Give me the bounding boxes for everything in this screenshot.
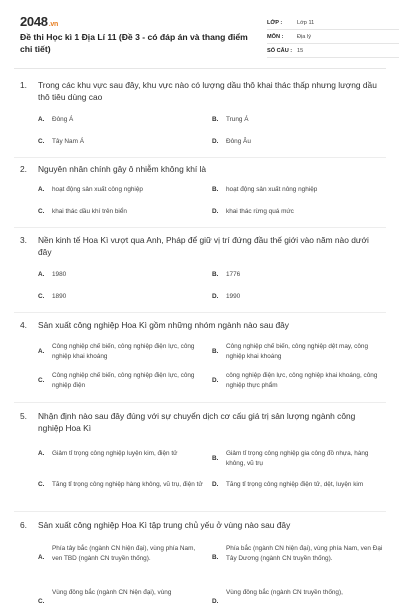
- option-c[interactable]: [38, 207, 198, 217]
- question-number: 1.: [20, 80, 27, 90]
- option-d[interactable]: [212, 588, 384, 607]
- question-1: [14, 80, 386, 158]
- option-b[interactable]: [212, 449, 384, 468]
- meta-value: Lớp 11: [297, 19, 315, 26]
- option-d[interactable]: [212, 137, 382, 147]
- question-number: 3.: [20, 235, 27, 245]
- question-number: 2.: [20, 164, 27, 174]
- option-letter: C.: [38, 598, 45, 605]
- option-c[interactable]: [38, 292, 198, 302]
- meta-label: LỚP :: [267, 19, 283, 26]
- option-letter: C.: [38, 293, 45, 300]
- option-letter: B.: [212, 454, 219, 462]
- option-text: Tăng tỉ trọng công nghiệp điện tử, dệt, luyện kim: [226, 481, 364, 488]
- option-text: 1890: [52, 293, 67, 300]
- option-text: Vùng đông bắc (ngành CN hiện đại), vùng: [52, 589, 172, 596]
- option-letter: A.: [38, 347, 45, 355]
- meta-row-class: [267, 16, 399, 30]
- option-text: Vùng đông bắc (ngành CN truyền thống),: [226, 589, 343, 596]
- option-letter: B.: [212, 186, 219, 193]
- meta-value: Địa lý: [297, 33, 311, 40]
- question-text: [20, 520, 378, 532]
- question-6: [14, 520, 386, 610]
- question-body: Nguyên nhân chính gây ô nhiễm không khí là: [38, 164, 207, 174]
- question-body: Nền kinh tế Hoa Kì vượt qua Anh, Pháp để giữ vị trí đứng đầu thế giới vào năm nào dưới đây: [38, 235, 369, 257]
- question-body: Trong các khu vực sau đây, khu vực nào có lượng dầu thô khai thác thấp nhưng lượng dầu thô tiêu dùng cao: [38, 80, 377, 102]
- question-number: 4.: [20, 320, 27, 330]
- option-c[interactable]: [38, 480, 206, 490]
- question-body: Sản xuất công nghiệp Hoa Kì tập trung chủ yếu ở vùng nào sau đây: [38, 520, 291, 530]
- option-b[interactable]: [212, 544, 384, 563]
- question-text: [20, 411, 378, 434]
- option-letter: D.: [212, 293, 219, 300]
- option-a[interactable]: [38, 115, 198, 125]
- option-text: 1776: [226, 271, 241, 278]
- exam-title: Đề thi Học kì 1 Địa Lí 11 (Đề 3 - có đáp án và thang điểm chi tiết): [20, 32, 248, 54]
- option-b[interactable]: [212, 342, 384, 361]
- option-c[interactable]: [38, 588, 206, 607]
- option-text: 1990: [226, 293, 241, 300]
- question-text: [20, 320, 378, 332]
- option-text: Đông Âu: [226, 138, 251, 145]
- option-letter: B.: [212, 116, 219, 123]
- option-letter: A.: [38, 186, 45, 193]
- option-letter: C.: [38, 376, 45, 384]
- option-text: công nghiệp điện lực, công nghiệp khai khoáng, công nghiệp thực phẩm: [226, 372, 378, 389]
- option-a[interactable]: [38, 544, 206, 563]
- question-text: [20, 80, 378, 103]
- question-body: Sản xuất công nghiệp Hoa Kì gồm những nhóm ngành nào sau đây: [38, 320, 289, 330]
- option-d[interactable]: [212, 292, 382, 302]
- question-4: [14, 320, 386, 403]
- option-text: hoạt động sản xuất công nghiệp: [52, 186, 143, 193]
- option-b[interactable]: [212, 185, 382, 195]
- question-divider: [14, 402, 386, 403]
- option-letter: D.: [212, 481, 219, 488]
- option-letter: B.: [212, 271, 219, 278]
- option-text: Công nghiệp chế biến, công nghiệp dệt may, công nghiệp khai khoáng: [226, 343, 368, 360]
- logo-text: 2048: [20, 14, 48, 29]
- option-text: 1980: [52, 271, 67, 278]
- question-2: [14, 164, 386, 228]
- option-a[interactable]: [38, 270, 198, 280]
- question-divider: [14, 227, 386, 228]
- option-letter: A.: [38, 271, 45, 278]
- question-body: Nhận định nào sau đây đúng với sự chuyển dịch cơ cấu giá trị sản lượng ngành công nghiệp Hoa Kì: [38, 411, 356, 433]
- option-text: Tây Nam Á: [52, 138, 84, 145]
- option-text: Phía tây bắc (ngành CN hiện đại), vùng phía Nam, ven TBD (ngành CN truyền thống).: [52, 545, 196, 562]
- meta-row-count: [267, 44, 399, 58]
- option-letter: B.: [212, 347, 219, 355]
- question-text: [20, 164, 378, 176]
- meta-row-subject: [267, 30, 399, 44]
- option-b[interactable]: [212, 115, 382, 125]
- site-logo[interactable]: [20, 14, 58, 29]
- option-text: Công nghiệp chế biến, công nghiệp điện lực, công nghiệp điện: [52, 372, 195, 389]
- exam-meta-table: [267, 16, 399, 58]
- meta-label: MÔN :: [267, 33, 284, 40]
- option-b[interactable]: [212, 270, 382, 280]
- option-letter: A.: [38, 450, 45, 457]
- option-text: khai thác dầu khí trên biển: [52, 208, 127, 215]
- question-number: 5.: [20, 411, 27, 421]
- logo-suffix: .vn: [48, 21, 58, 28]
- option-letter: C.: [38, 138, 45, 145]
- option-letter: D.: [212, 208, 219, 215]
- option-a[interactable]: [38, 185, 198, 195]
- meta-label: SỐ CÂU :: [267, 47, 293, 54]
- option-d[interactable]: [212, 480, 384, 490]
- question-divider: [14, 312, 386, 313]
- option-text: Tăng tỉ trọng công nghiệp hàng không, vũ trụ, điện tử: [52, 481, 203, 488]
- option-a[interactable]: [38, 449, 206, 459]
- option-text: Trung Á: [226, 116, 249, 123]
- option-text: Đông Á: [52, 116, 74, 123]
- option-text: Giảm tỉ trọng công nghiệp luyện kim, điện tử: [52, 450, 178, 457]
- meta-value: 15: [297, 47, 304, 54]
- option-c[interactable]: [38, 137, 198, 147]
- question-divider: [14, 511, 386, 512]
- question-number: 6.: [20, 520, 27, 530]
- question-3: [14, 235, 386, 313]
- option-letter: D.: [212, 598, 219, 605]
- question-5: [14, 411, 386, 512]
- option-d[interactable]: [212, 207, 382, 217]
- option-text: Công nghiệp chế biến, công nghiệp điện lực, công nghiệp khai khoáng: [52, 343, 195, 360]
- option-letter: D.: [212, 138, 219, 145]
- option-a[interactable]: [38, 342, 206, 361]
- option-text: hoạt động sản xuất nông nghiệp: [226, 186, 318, 193]
- option-letter: D.: [212, 376, 219, 384]
- option-text: Giảm tỉ trọng công nghiệp gia công đồ nhựa, hàng không, vũ trụ: [226, 450, 369, 467]
- option-d[interactable]: [212, 371, 384, 390]
- option-c[interactable]: [38, 371, 206, 390]
- option-text: Phía bắc (ngành CN hiện đại), vùng phía Nam, ven Đại Tây Dương (ngành CN truyền thống).: [226, 545, 383, 562]
- option-letter: C.: [38, 481, 45, 488]
- option-text: khai thác rừng quá mức: [226, 208, 294, 215]
- option-letter: A.: [38, 116, 45, 123]
- question-divider: [14, 157, 386, 158]
- option-letter: C.: [38, 208, 45, 215]
- header-divider: [14, 68, 386, 69]
- question-text: [20, 235, 378, 258]
- option-letter: A.: [38, 554, 45, 561]
- option-letter: B.: [212, 554, 219, 561]
- exam-header: [14, 12, 386, 58]
